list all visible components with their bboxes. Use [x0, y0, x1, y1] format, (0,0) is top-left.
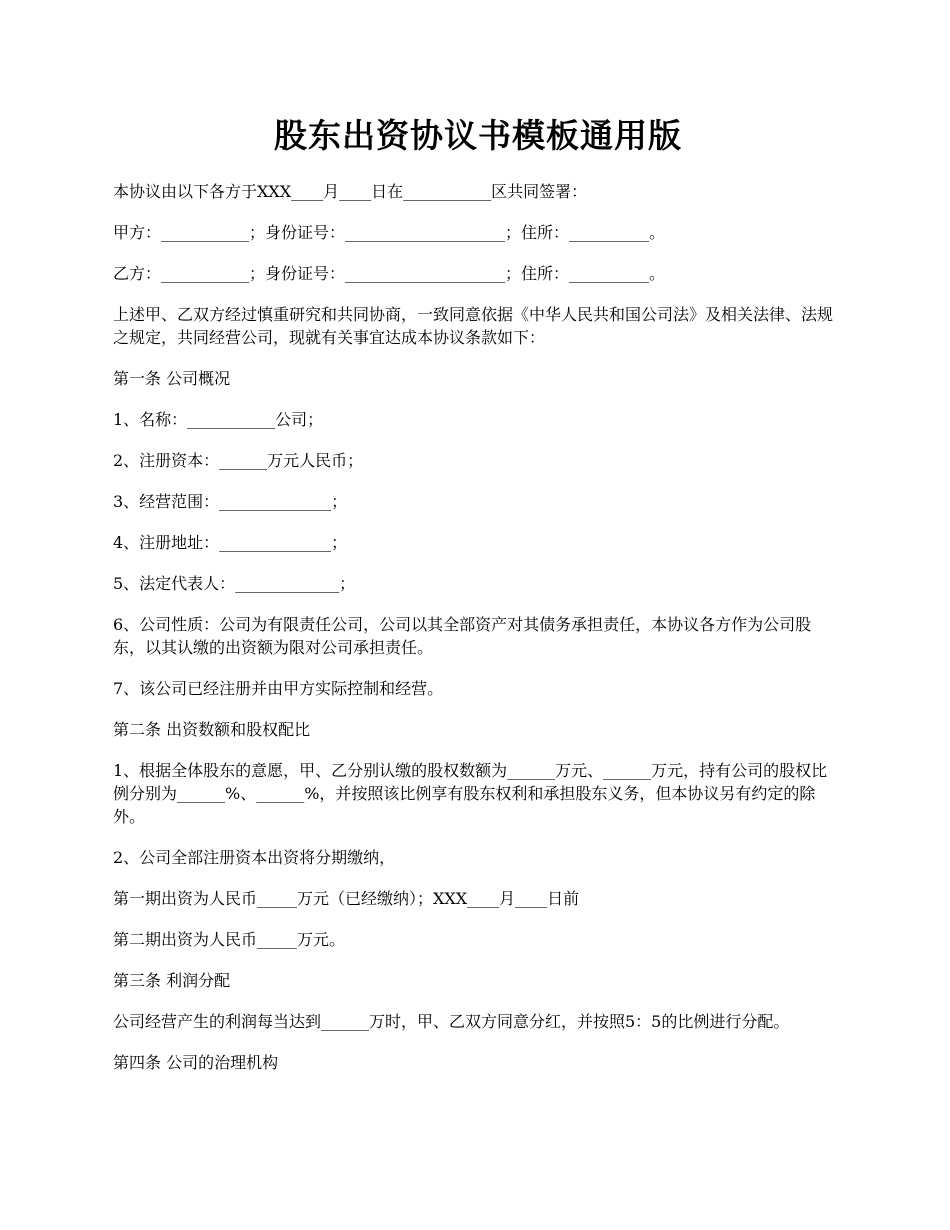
article-4-heading: 第四条 公司的治理机构	[113, 1053, 279, 1072]
article-3-heading: 第三条 利润分配	[113, 971, 231, 990]
installment-2: 第二期出资为人民币_____万元。	[113, 930, 346, 949]
clause-1-1: 1、名称：___________公司；	[113, 410, 324, 429]
preamble: 上述甲、乙双方经过慎重研究和共同协商，一致同意依据《中华人民共和国公司法》及相关法律、法规之规定，共同经营公司，现就有关事宜达成本协议条款如下：	[113, 305, 834, 347]
document-title: 股东出资协议书模板通用版	[274, 116, 682, 155]
clause-1-5: 5、法定代表人：_____________；	[113, 574, 356, 593]
clause-1-3: 3、经营范围：______________；	[113, 492, 348, 511]
installment-1: 第一期出资为人民币_____万元（已经缴纳）；XXX____月____日前	[113, 889, 580, 908]
clause-1-7: 7、该公司已经注册并由甲方实际控制和经营。	[113, 679, 444, 698]
party-a-line: 甲方：___________；身份证号：____________________；住所：__________。	[113, 223, 666, 242]
clause-1-2: 2、注册资本：______万元人民币；	[113, 451, 364, 470]
clause-2-1: 1、根据全体股东的意愿，甲、乙分别认缴的股权数额为______万元、______万元，持有公司的股权比例分别为______%、______%，并按照该比例享有股东权利和承担股东义务，但本协议另有约定的除外。	[113, 761, 828, 826]
clause-1-6: 6、公司性质：公司为有限责任公司，公司以其全部资产对其债务承担责任，本协议各方作为公司股东，以其认缴的出资额为限对公司承担责任。	[113, 615, 812, 657]
article-2-heading: 第二条 出资数额和股权配比	[113, 720, 311, 739]
clause-2-2: 2、公司全部注册资本出资将分期缴纳，	[113, 848, 396, 867]
profit-distribution: 公司经营产生的利润每当达到______万时，甲、乙双方同意分红，并按照5：5的比例进行分配。	[113, 1012, 790, 1031]
clause-1-4: 4、注册地址：______________；	[113, 533, 348, 552]
party-b-line: 乙方：___________；身份证号：____________________；住所：__________。	[113, 264, 666, 283]
signing-intro: 本协议由以下各方于XXX____月____日在___________区共同签署：	[113, 182, 588, 201]
article-1-heading: 第一条 公司概况	[113, 369, 231, 388]
document-page	[113, 110, 843, 1092]
